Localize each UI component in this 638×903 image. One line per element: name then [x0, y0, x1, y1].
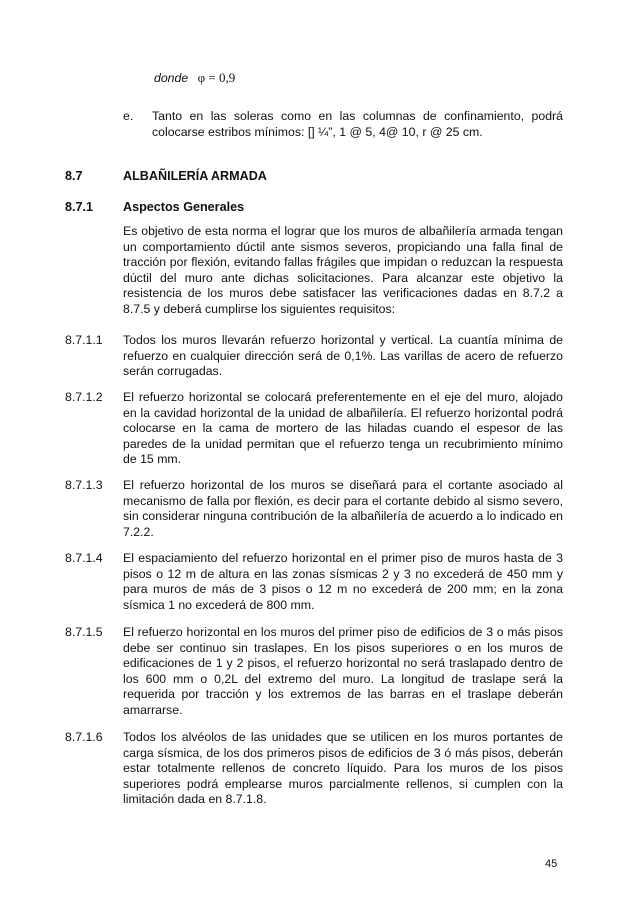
- item-e-text: Tanto en las soleras como en las columnas de confinamiento, podrá colocarse estribos mínimos: [] ¼”, 1 @ 5, 4@ 10, r @ 25 cm.: [152, 109, 563, 139]
- clause-number: 8.7.1.6: [65, 730, 103, 744]
- clause-text: El refuerzo horizontal se colocará preferentemente en el eje del muro, alojado en la cavidad horizontal de la unidad de albañilería. El refuerzo horizontal podrá colocarse en la cama de mortero de las hiladas cuando el espesor de las paredes de la unidad permitan que el refuerzo tenga un recubrimiento mínimo de 15 mm.: [123, 390, 563, 467]
- intro-paragraph: Es objetivo de esta norma el lograr que los muros de albañilería armada tengan un comportamiento dúctil ante sismos severos, propiciando una falla final de tracción por flexión, evitando fallas frágiles que impidan o reduzcan la respuesta dúctil del muro ante dichas solicitaciones. Para alcanzar este objetivo la resistencia de los muros debe satisfacer las verificaciones dadas en 8.7.2 a 8.7.5 y deberá cumplirse los siguientes requisitos:: [123, 224, 563, 316]
- formula-line: [154, 70, 235, 86]
- clause-number: 8.7.1.4: [65, 551, 103, 565]
- clause-text: El espaciamiento del refuerzo horizontal en el primer piso de muros hasta de 3 pisos o 12 m de altura en las zonas sísmicas 2 y 3 no excederá de 450 mm y para muros de más de 3 pisos o 12 m no excederá de 200 mm; en la zona sísmica 1 no excederá de 800 mm.: [123, 551, 563, 612]
- formula-label: donde: [154, 71, 189, 85]
- subsection-number: 8.7.1: [65, 200, 94, 214]
- clause-number: 8.7.1.3: [65, 478, 103, 492]
- clause-text: El refuerzo horizontal en los muros del primer piso de edificios de 3 o más pisos debe ser continuo sin traslapes. En los pisos superiores o en los muros de edificaciones de 1 y 2 pisos, el refuerzo horizontal no será traslapado dentro de los 600 mm o 0,2L del extremo del muro. La longitud de traslape será la requerida por tracción y los extremos de las barras en el traslape deberán amarrarse.: [123, 625, 563, 717]
- clause-text: El refuerzo horizontal de los muros se diseñará para el cortante asociado al mecanismo de falla por flexión, es decir para el cortante debido al sismo severo, sin considerar ninguna contribución de la albañilería de acuerdo a lo indicado en 7.2.2.: [123, 478, 563, 539]
- list-marker-e: e.: [123, 109, 134, 123]
- section-title: ALBAÑILERÍA ARMADA: [123, 169, 267, 183]
- clause-number: 8.7.1.2: [65, 390, 103, 404]
- clause-text: Todos los muros llevarán refuerzo horizontal y vertical. La cuantía mínima de refuerzo en cualquier dirección será de 0,1%. Las varillas de acero de refuerzo serán corrugadas.: [123, 333, 563, 379]
- subsection-title: Aspectos Generales: [123, 200, 245, 214]
- formula-expression: φ = 0,9: [197, 70, 236, 85]
- clause-text: Todos los alvéolos de las unidades que se utilicen en los muros portantes de carga sísmica, de los dos primeros pisos de edificios de 3 ó más pisos, deberán estar totalmente rellenos de concreto líquido. Para los muros de los pisos superiores podrá emplearse muros parcialmente rellenos, si cumplen con la limitación dada en 8.7.1.8.: [123, 730, 563, 807]
- page-number: 45: [545, 858, 558, 870]
- clause-number: 8.7.1.5: [65, 625, 103, 639]
- section-number: 8.7: [65, 169, 83, 183]
- clause-number: 8.7.1.1: [65, 333, 103, 347]
